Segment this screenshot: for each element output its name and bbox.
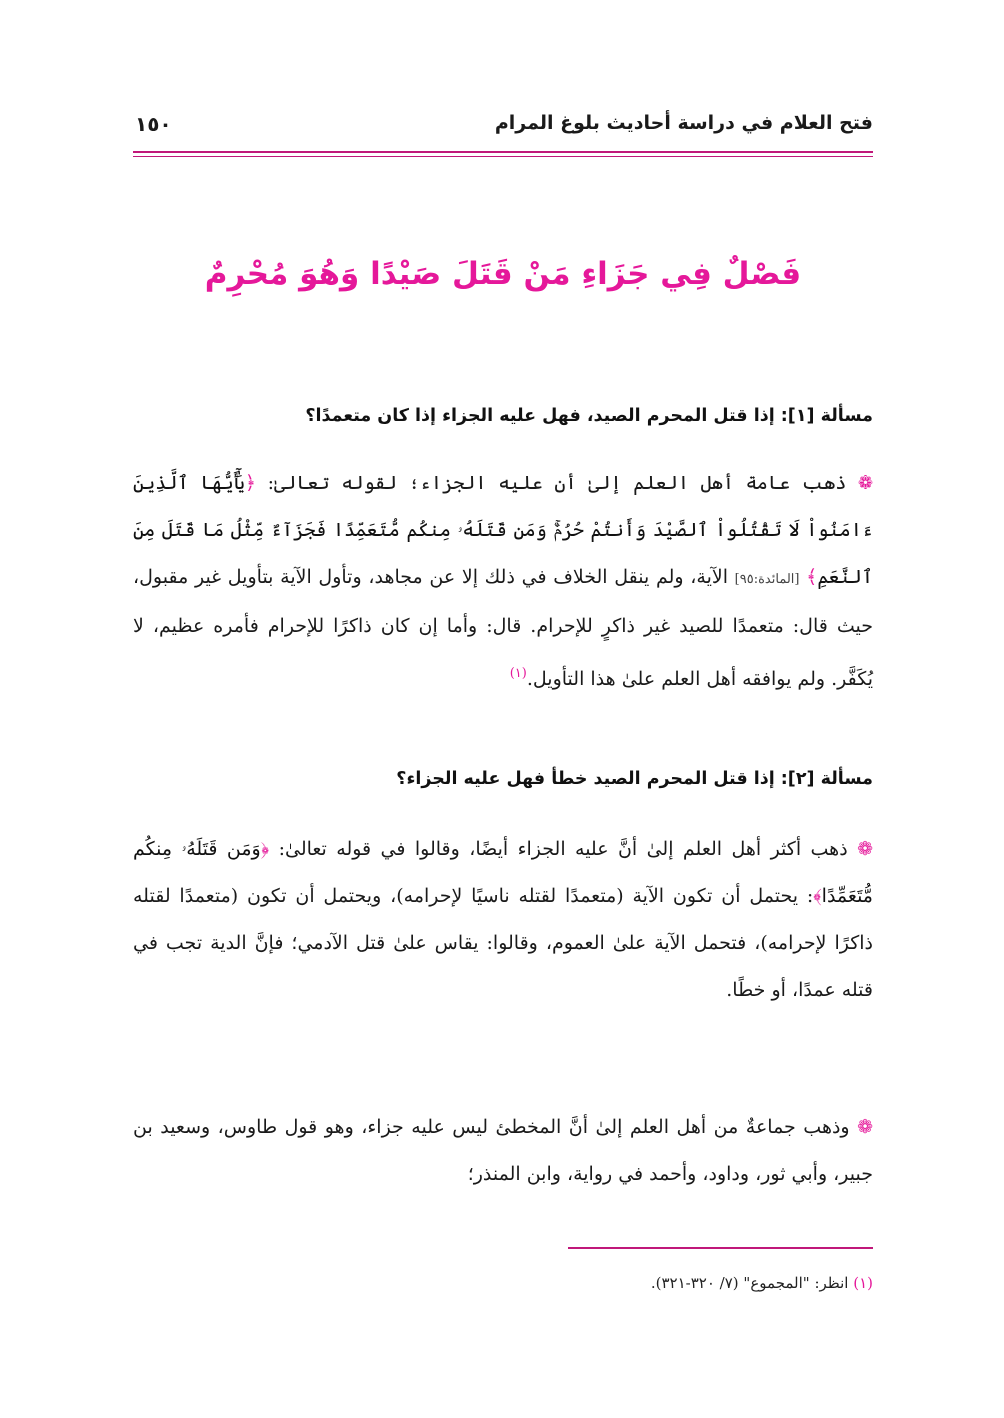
- question-1-heading: مسألة [١]: إذا قتل المحرم الصيد، فهل عليه الجزاء إذا كان متعمدًا؟: [305, 406, 873, 426]
- flower-ornament-icon: ❁: [857, 472, 873, 494]
- paragraph-text: : يحتمل أن تكون الآية (متعمدًا لقتله ناسيًا لإحرامه)، ويحتمل أن تكون (متعمدًا لقتله ذاكرًا لإحرامه)، فتحمل الآية علىٰ العموم، وقالوا: يقاس علىٰ قتل الآدمي؛ فإنَّ الدية تجب في قتله عمدًا، أو خطًا.: [133, 885, 873, 1001]
- paragraph-text: ذهب أكثر أهل العلم إلىٰ أنَّ عليه الجزاء أيضًا، وقالوا في قوله تعالىٰ:: [278, 838, 848, 860]
- footnote-text: انظر: "المجموع" (٧/ ٣٢٠-٣٢١).: [650, 1274, 849, 1292]
- paragraph-text: الآية، ولم ينقل الخلاف في ذلك إلا عن مجاهد، وتأول الآية بتأويل غير مقبول، حيث قال: متعمدًا للصيد غير ذاكرٍ للإحرام. قال: وأما إن كان ذاكرًا للإحرام فأمره عظيم، لا يُكَفَّر. ولم يوافقه أهل العلم علىٰ هذا التأويل.: [133, 566, 873, 690]
- chapter-title: فَصْلٌ فِي جَزَاءِ مَنْ قَتَلَ صَيْدًا وَهُوَ مُحْرِمٌ: [204, 256, 802, 292]
- book-title: فتح العلام في دراسة أحاديث بلوغ المرام: [494, 112, 873, 134]
- quran-close-bracket: ﴾: [806, 566, 818, 588]
- quran-verse: وَمَن قَتَلَهُۥ مِنكُم مُّتَعَمِّدًا: [133, 838, 873, 907]
- quran-open-bracket: ﴿: [260, 838, 270, 860]
- running-header: [133, 112, 873, 152]
- quran-verse: يَٰٓأَيُّهَا ٱلَّذِينَ ءَامَنُواْ لَا تَقْتُلُواْ ٱلصَّيْدَ وَأَنتُمْ حُرُمٌۚ وَمَن قَتَلَهُۥ مِنكُم مُّتَعَمِّدًا فَجَزَآءٌ مِّثْلُ مَا قَتَلَ مِنَ ٱلنَّعَمِ: [133, 472, 873, 588]
- footnote-marker: (١): [509, 666, 527, 681]
- flower-ornament-icon: ❁: [857, 838, 874, 860]
- header-rule-thin: [133, 156, 873, 157]
- quran-close-bracket: ﴾: [813, 885, 822, 907]
- footnote: [133, 1274, 873, 1292]
- question-2-paragraph-2: [133, 1104, 873, 1198]
- question-2-paragraph-1: [133, 826, 873, 1014]
- paragraph-text: وذهب جماعةٌ من أهل العلم إلىٰ أنَّ المخطئ ليس عليه جزاء، وهو قول طاوس، وسعيد بن جبير، وأبي ثور، وداود، وأحمد في رواية، وابن المنذر؛: [133, 1116, 873, 1185]
- footnote-separator: [568, 1247, 873, 1249]
- paragraph-text: ذهب عامة أهل العلم إلىٰ أن عليه الجزاء؛ لقوله تعالىٰ:: [267, 472, 847, 494]
- flower-ornament-icon: ❁: [857, 1116, 873, 1138]
- question-2-heading: مسألة [٢]: إذا قتل المحرم الصيد خطأ فهل عليه الجزاء؟: [396, 769, 873, 789]
- verse-reference: [المائدة:٩٥]: [734, 572, 800, 587]
- footnote-number: (١): [853, 1274, 873, 1292]
- header-rule-thick: [133, 151, 873, 153]
- quran-open-bracket: ﴿: [244, 472, 256, 494]
- page-number: ١٥٠: [135, 112, 172, 136]
- question-1-paragraph: [133, 460, 873, 703]
